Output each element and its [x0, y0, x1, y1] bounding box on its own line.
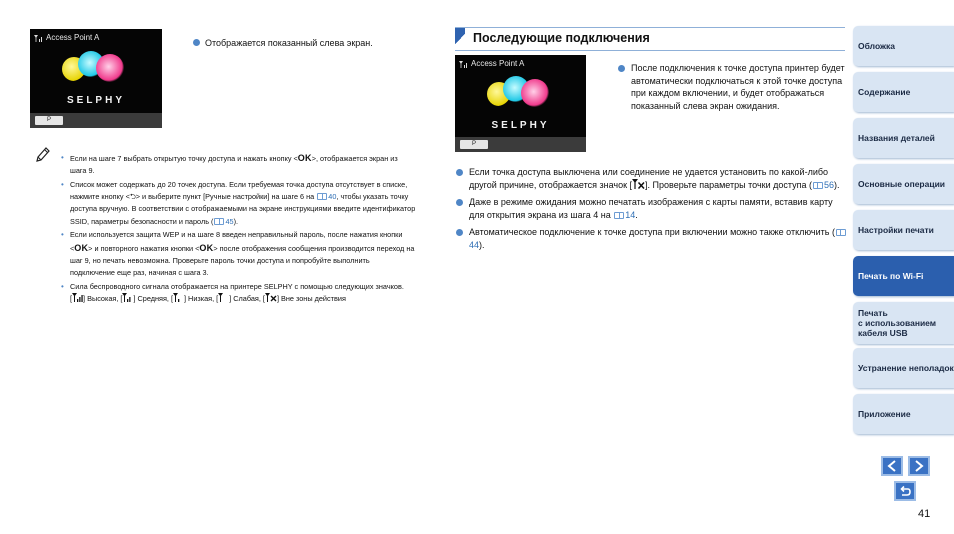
bullet-text: После подключения к точке доступа принтер будет автоматически подключаться к этой точке доступа при каждом включении, и будет отображаться показанный слева экран ожидания. — [631, 63, 845, 111]
note-text: ] Вне зоны действия — [276, 294, 346, 304]
bullet-dot — [193, 39, 200, 46]
selphy-logo: SELPHY — [491, 120, 550, 131]
note-text: ] Средняя, [ — [133, 294, 173, 304]
notes-list — [60, 152, 416, 307]
nav-wifi-printing[interactable]: Печать по Wi-Fi — [853, 256, 954, 296]
return-arrow-icon — [899, 485, 911, 497]
note-text: ] Слабая, [ — [229, 294, 265, 304]
bullet-text: ]. Проверьте параметры точки доступа ( — [645, 179, 812, 190]
note-item-4 — [60, 281, 416, 305]
left-bullet — [193, 37, 423, 50]
nav-usb-printing[interactable] — [853, 302, 954, 344]
nav-cover[interactable]: Обложка — [853, 26, 954, 66]
bullet-text: ). — [479, 239, 485, 250]
signal-weak-icon — [218, 293, 229, 302]
selphy-logo: SELPHY — [66, 95, 125, 106]
note-text: ] Высокая, [ — [83, 294, 123, 304]
bullet-dot — [456, 169, 463, 176]
bullet-dot — [456, 229, 463, 236]
section-bullet-2 — [456, 166, 848, 191]
page-ref-book-icon — [813, 182, 823, 189]
signal-out-of-range-icon — [265, 293, 277, 302]
signal-low-icon — [173, 293, 184, 302]
page-ref-book-icon — [214, 218, 224, 225]
bullet-text: Даже в режиме ожидания можно печатать изображения с карты памяти, вставив карту для открытия экрана из шага 4 на — [469, 197, 833, 220]
signal-out-of-range-icon — [632, 179, 645, 189]
nav-appendix[interactable]: Приложение — [853, 394, 954, 434]
bullet-text: Если точка доступа выключена или соединение не удается установить по какой-либо другой причине, отображается значок [ — [469, 167, 829, 190]
note-text: , чтобы указать точку доступа вручную. В соответствии с отображаемыми на экране инструкциями введите идентификатор SSID, параметры безопасности и пароль ( — [70, 192, 416, 226]
page-ref-book-icon — [317, 193, 327, 200]
nav-print-settings[interactable]: Настройки печати — [853, 210, 954, 250]
note-text: Если используется защита WEP и на шаге 8 введен неправильный пароль, после нажатия кнопки < — [70, 230, 403, 253]
page-ref-book-icon — [836, 229, 846, 236]
bullet-dot — [618, 65, 625, 72]
note-text: Сила беспроводного сигнала отображается на принтере SELPHY с помощью следующих значков. — [70, 281, 404, 291]
nav-part-names[interactable]: Названия деталей — [853, 118, 954, 158]
note-item-3 — [60, 229, 416, 279]
nav-usb-line-1: Печать — [858, 308, 888, 318]
note-text: > и повторного нажатия кнопки < — [88, 243, 200, 253]
section-header — [455, 27, 845, 51]
signal-antenna-icon — [459, 60, 468, 68]
pencil-note-icon — [34, 146, 50, 164]
access-point-label — [459, 59, 524, 68]
nav-usb-line-3: кабеля USB — [858, 328, 908, 338]
return-button[interactable] — [894, 481, 916, 501]
page-link-40[interactable]: 40 — [328, 192, 337, 202]
note-text: ] Низкая, [ — [184, 294, 219, 304]
page-ref-book-icon — [614, 212, 624, 219]
section-corner-marker — [455, 28, 465, 50]
note-text: >, отображается экран из шага 9. — [70, 154, 398, 176]
ink-blob-magenta — [96, 54, 124, 82]
screen-p-button: P — [35, 116, 63, 125]
note-text: Если на шаге 7 выбрать открытую точку доступа и нажать кнопку < — [70, 154, 298, 163]
nav-contents[interactable]: Содержание — [853, 72, 954, 112]
page-link-45[interactable]: 45 — [225, 216, 234, 226]
bullet-text: . — [635, 209, 638, 220]
bullet-text: ). — [833, 179, 840, 190]
arrow-left-icon — [886, 460, 898, 472]
screen-p-button: P — [460, 140, 488, 149]
nav-basic-operations[interactable]: Основные операции — [853, 164, 954, 204]
section-bullet-4 — [456, 226, 848, 251]
section-bullets — [456, 166, 848, 252]
signal-antenna-icon — [34, 34, 43, 42]
note-item-1 — [60, 152, 416, 177]
arrow-right-icon — [913, 460, 925, 472]
ink-blob-magenta — [521, 79, 549, 107]
access-point-name: Access Point A — [46, 33, 100, 42]
bullet-text: Автоматическое подключение к точке доступа при включении можно также отключить ( — [469, 227, 835, 238]
bullet-dot — [456, 199, 463, 206]
selphy-screen-image — [30, 29, 162, 128]
section-bullet-3 — [456, 196, 848, 221]
back-button-icon: ⮌ — [129, 192, 136, 202]
page-link-56[interactable]: 56 — [823, 179, 834, 190]
access-point-name: Access Point A — [471, 59, 525, 68]
ok-button-label: OK — [74, 242, 89, 253]
page-link-14[interactable]: 14 — [625, 209, 636, 220]
note-text: > после отображения сообщения производится переход на шаг 9, но печать невозможна. Проверьте пароль точки доступа и попробуйте выполнить подключение еще раз, начиная с шага 3. — [70, 243, 415, 278]
access-point-label — [34, 33, 99, 42]
nav-troubleshooting[interactable]: Устранение неполадок — [853, 348, 954, 388]
note-item-2 — [60, 179, 416, 228]
section-bullet-1 — [618, 62, 846, 112]
next-page-button[interactable] — [908, 456, 930, 476]
nav-usb-line-2: с использованием — [858, 318, 937, 328]
page-link-44[interactable]: 44 — [469, 239, 480, 250]
note-text: [ — [70, 294, 73, 304]
standby-screen-image — [455, 55, 586, 152]
previous-page-button[interactable] — [881, 456, 903, 476]
ok-button-label: OK — [297, 153, 312, 163]
note-text: > и выберите пункт [Ручные настройки] на шаге 6 на — [135, 192, 317, 202]
ok-button-label: OK — [199, 242, 214, 253]
page-number: 41 — [918, 508, 931, 520]
left-bullet-text: Отображается показанный слева экран. — [205, 38, 373, 48]
note-text: ). — [233, 216, 239, 226]
note-text: Список может содержать до 20 точек доступа. Если требуемая точка доступа отсутствует в списке, нажмите кнопку < — [70, 180, 408, 202]
section-title: Последующие подключения — [473, 31, 650, 45]
signal-high-icon — [72, 293, 83, 302]
signal-medium-icon — [122, 293, 133, 302]
